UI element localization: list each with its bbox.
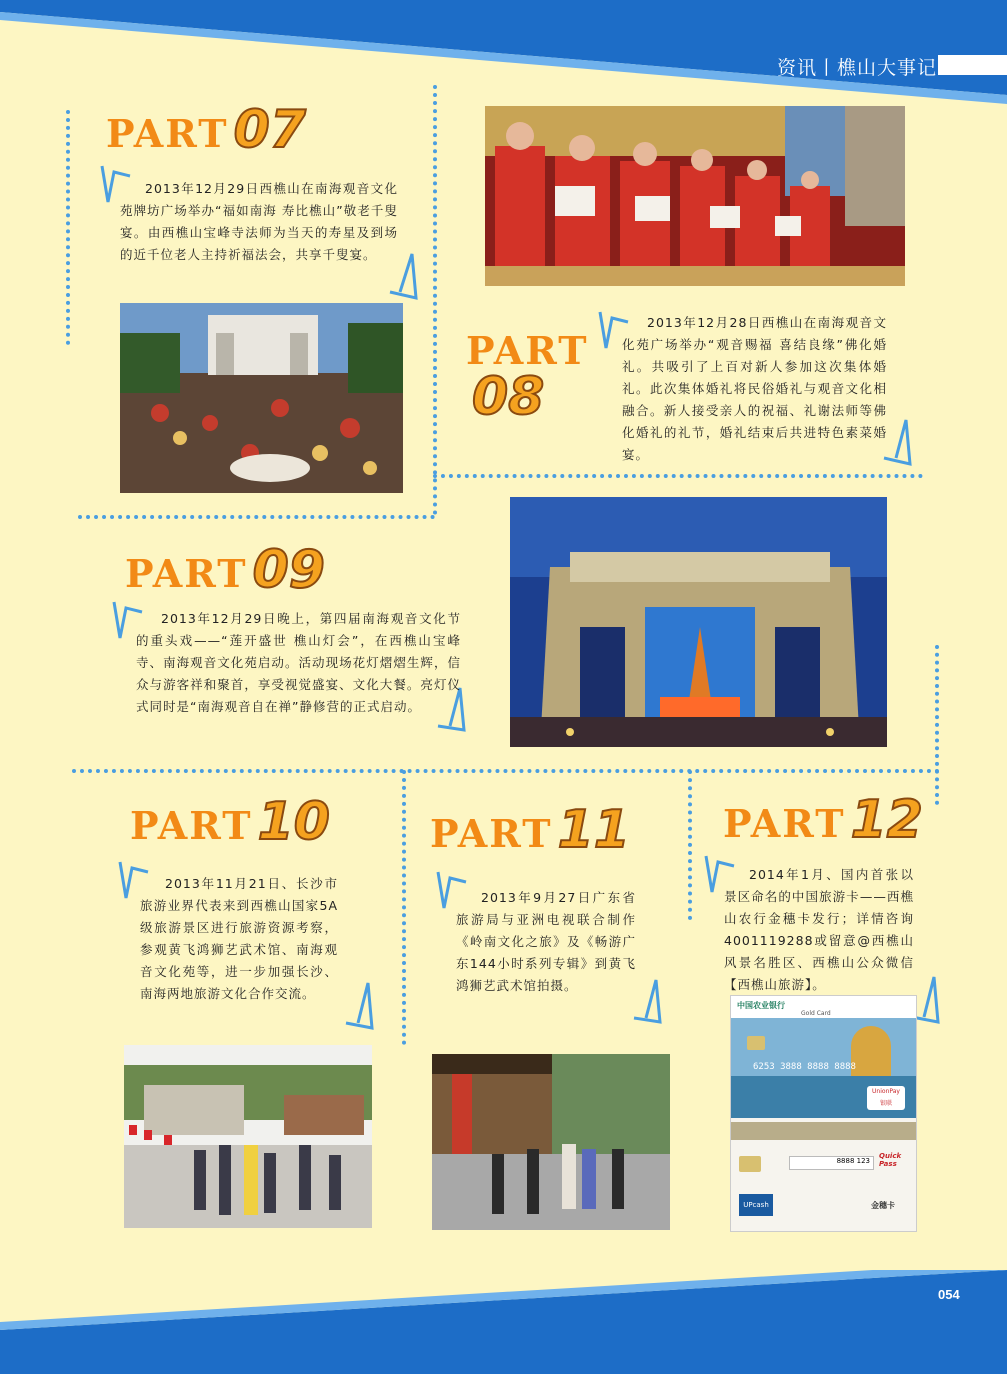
part-number: 08	[472, 367, 545, 427]
jinsui-logo: 金穗卡	[871, 1201, 895, 1210]
part-label: PART	[466, 328, 589, 373]
card-type: Gold Card	[801, 1010, 831, 1017]
part-09-heading	[125, 540, 325, 600]
part-label: PART	[125, 551, 248, 596]
part-09-text: 2013年12月29日晚上，第四届南海观音文化节的重头戏——“莲开盛世 樵山灯会”，在西樵山宝峰寺、南海观音文化苑启动。活动现场花灯熠熠生辉，信众与游客祥和聚首，享受视觉盛宴、文化大餐。亮灯仪式同时是“南海观音自在禅”静修营的正式启动。	[136, 611, 461, 714]
part-number: 11	[557, 800, 630, 860]
magnetic-stripe	[731, 1122, 916, 1140]
part-number: 12	[850, 790, 923, 850]
bank-name: 中国农业银行	[737, 1001, 785, 1010]
part-07-text: 2013年12月29日西樵山在南海观音文化苑牌坊广场举办“福如南海 寿比樵山”敬老千叟宴。由西樵山宝峰寺法师为当天的寿星及到场的近千位老人主持祈福法会，共享千叟宴。	[120, 181, 398, 262]
part-11-heading	[430, 800, 630, 860]
part-label: PART	[130, 803, 253, 848]
signature-panel: 8888 123	[789, 1156, 874, 1170]
part-08-heading	[466, 328, 588, 427]
divider-dotted	[72, 769, 940, 773]
part-10-heading	[130, 792, 330, 852]
chip-icon	[739, 1156, 761, 1172]
divider-dotted	[935, 645, 939, 805]
quickpass-logo: Quick Pass	[879, 1152, 902, 1168]
part-number: 07	[233, 100, 306, 160]
page-number: 054	[938, 1287, 960, 1302]
guanyin-statue	[851, 1026, 891, 1081]
upcash-logo: UPcash	[739, 1194, 773, 1216]
part-12-heading	[723, 790, 923, 850]
bank-card	[730, 995, 917, 1232]
card-number: 6253 3888 8888 8888	[753, 1062, 856, 1072]
photo-lantern-gate	[510, 497, 887, 747]
part-12-text: 2014年1月、国内首张以景区命名的中国旅游卡——西樵山农行金穗卡发行；详情咨询4001119288或留意@西樵山风景名胜区、西樵山公众微信【西樵山旅游】。	[724, 867, 914, 992]
part-label: PART	[723, 801, 846, 846]
photo-banquet	[120, 303, 403, 493]
chip-icon	[747, 1036, 765, 1050]
divider-dotted	[688, 770, 692, 920]
photo-wedding	[485, 106, 905, 286]
divider-dotted	[433, 85, 437, 515]
part-07-heading	[106, 100, 306, 160]
part-08-text: 2013年12月28日西樵山在南海观音文化苑广场举办“观音赐福 喜结良缘”佛化婚礼。共吸引了上百对新人参加这次集体婚礼。此次集体婚礼将民俗婚礼与观音文化相融合。新人接受亲人的祝福、礼谢法师等佛化婚礼的礼节，婚礼结束后共进特色素菜婚宴。	[622, 315, 887, 462]
header-bar	[938, 55, 1007, 75]
part-10-text: 2013年11月21日、长沙市旅游业界代表来到西樵山国家5A级旅游景区进行旅游资源考察，参观黄飞鸿狮艺武术馆、南海观音文化苑等，进一步加强长沙、南海两地旅游文化合作交流。	[140, 876, 338, 1001]
divider-dotted	[402, 770, 406, 1045]
unionpay-cn: 银联	[879, 1100, 892, 1107]
card-front	[731, 996, 916, 1118]
unionpay-label: UnionPay	[872, 1088, 900, 1095]
part-11-text: 2013年9月27日广东省旅游局与亚洲电视联合制作《岭南文化之旅》及《畅游广东144小时系列专辑》到黄飞鸿狮艺武术馆拍摄。	[456, 890, 636, 993]
divider-dotted	[66, 110, 70, 345]
part-label: PART	[430, 811, 553, 856]
divider-dotted	[433, 474, 923, 478]
bottom-banner	[0, 1270, 1007, 1374]
part-label: PART	[106, 111, 229, 156]
photo-lion-dance	[432, 1054, 670, 1230]
photo-changsha-visit	[124, 1045, 372, 1228]
section-title: 资讯丨樵山大事记	[776, 57, 937, 79]
divider-dotted	[78, 515, 435, 519]
part-number: 09	[252, 540, 325, 600]
part-number: 10	[257, 792, 330, 852]
unionpay-logo	[867, 1086, 905, 1110]
